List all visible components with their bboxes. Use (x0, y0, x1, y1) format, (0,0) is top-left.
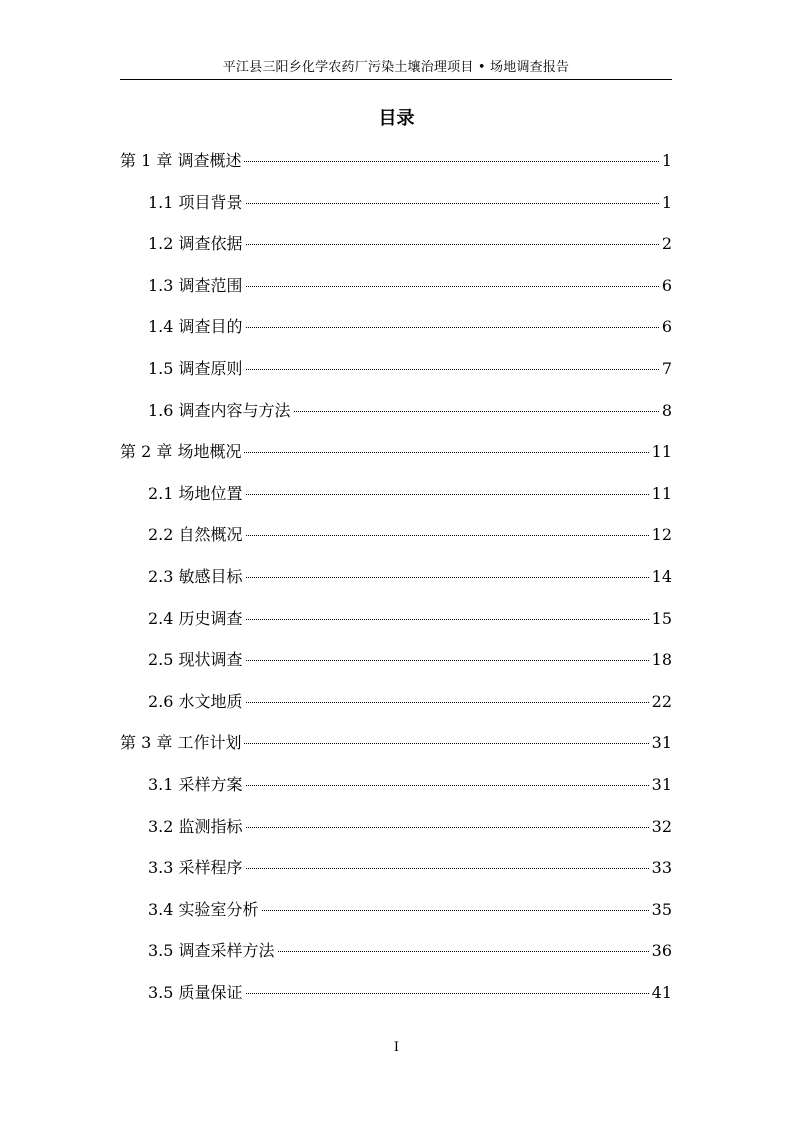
toc-dot-leader (246, 286, 659, 287)
toc-entry-label: 1.2 调查依据 (148, 234, 243, 254)
toc-entry-page: 31 (651, 733, 672, 753)
running-header: 平江县三阳乡化学农药厂污染土壤治理项目 • 场地调查报告 (222, 60, 570, 75)
toc-entry-3-5-quality[interactable] (120, 972, 672, 1014)
toc-entry-1-3[interactable] (120, 265, 672, 307)
toc-dot-leader (246, 577, 649, 578)
toc-entry-1-6[interactable] (120, 390, 672, 432)
toc-dot-leader (246, 369, 659, 370)
toc-entry-page: 35 (651, 899, 672, 919)
toc-entry-label: 3.5 调查采样方法 (148, 941, 275, 961)
toc-dot-leader (246, 827, 649, 828)
toc-entry-label: 3.4 实验室分析 (148, 899, 259, 919)
toc-entry-3-3[interactable] (120, 847, 672, 889)
toc-entry-page: 11 (651, 483, 672, 503)
toc-dot-leader (278, 951, 649, 952)
toc-dot-leader (246, 494, 649, 495)
toc-dot-leader (246, 535, 649, 536)
header-divider (120, 79, 672, 80)
page-number: I (393, 1040, 400, 1055)
toc-entry-page: 15 (651, 608, 672, 628)
toc-entry-1-5[interactable] (120, 348, 672, 390)
toc-entry-label: 1.1 项目背景 (148, 192, 243, 212)
toc-entry-label: 2.6 水文地质 (148, 691, 243, 711)
toc-entry-page: 8 (661, 400, 672, 420)
toc-entry-page: 18 (651, 650, 672, 670)
toc-dot-leader (244, 161, 658, 162)
toc-entry-label: 1.6 调查内容与方法 (148, 400, 291, 420)
toc-dot-leader (246, 702, 649, 703)
toc-dot-leader (246, 660, 649, 661)
toc-dot-leader (294, 411, 659, 412)
toc-entry-page: 11 (651, 442, 672, 462)
toc-entry-page: 22 (651, 691, 672, 711)
toc-dot-leader (246, 868, 649, 869)
toc-dot-leader (244, 452, 648, 453)
toc-entry-2-4[interactable] (120, 598, 672, 640)
toc-entry-page: 12 (651, 525, 672, 545)
toc-entry-1-2[interactable] (120, 223, 672, 265)
toc-entry-page: 14 (651, 566, 672, 586)
toc-entry-1-4[interactable] (120, 306, 672, 348)
toc-entry-label: 2.2 自然概况 (148, 525, 243, 545)
toc-dot-leader (246, 203, 659, 204)
toc-entry-1-1[interactable] (120, 182, 672, 224)
toc-entry-label: 2.5 现状调查 (148, 650, 243, 670)
toc-entry-label: 3.5 质量保证 (148, 982, 243, 1002)
toc-entry-page: 6 (661, 317, 672, 337)
toc-entry-page: 36 (651, 941, 672, 961)
toc-entry-label: 3.1 采样方案 (148, 774, 243, 794)
toc-entry-chapter-1[interactable] (120, 140, 672, 182)
toc-entry-3-2[interactable] (120, 806, 672, 848)
toc-entry-label: 1.5 调查原则 (148, 358, 243, 378)
toc-entry-page: 41 (651, 982, 672, 1002)
toc-entry-page: 1 (661, 192, 672, 212)
toc-entry-label: 2.1 场地位置 (148, 483, 243, 503)
toc-dot-leader (246, 619, 649, 620)
toc-entry-page: 33 (651, 858, 672, 878)
toc-entry-label: 1.3 调查范围 (148, 275, 243, 295)
toc-entry-3-4[interactable] (120, 889, 672, 931)
toc-entry-2-6[interactable] (120, 681, 672, 723)
toc-entry-2-5[interactable] (120, 639, 672, 681)
toc-entry-page: 6 (661, 275, 672, 295)
toc-dot-leader (262, 910, 649, 911)
toc-entry-label: 2.3 敏感目标 (148, 566, 243, 586)
toc-entry-page: 31 (651, 774, 672, 794)
toc-entry-page: 32 (651, 816, 672, 836)
toc-dot-leader (246, 244, 659, 245)
toc-entry-page: 1 (661, 151, 672, 170)
toc-entry-label: 第 1 章 调查概述 (120, 151, 242, 170)
toc-entry-2-2[interactable] (120, 514, 672, 556)
toc-entry-2-1[interactable] (120, 473, 672, 515)
toc-entry-chapter-3[interactable] (120, 722, 672, 764)
toc-entry-label: 1.4 调查目的 (148, 317, 243, 337)
toc-entry-3-5[interactable] (120, 930, 672, 972)
toc-dot-leader (246, 993, 649, 994)
toc-dot-leader (246, 327, 659, 328)
toc-entry-label: 3.2 监测指标 (148, 816, 243, 836)
toc-entry-3-1[interactable] (120, 764, 672, 806)
toc-title: 目录 (378, 108, 415, 129)
table-of-contents (120, 140, 672, 1013)
toc-entry-label: 第 3 章 工作计划 (120, 733, 242, 753)
toc-dot-leader (244, 743, 648, 744)
toc-entry-2-3[interactable] (120, 556, 672, 598)
toc-entry-label: 2.4 历史调查 (148, 608, 243, 628)
toc-entry-label: 第 2 章 场地概况 (120, 442, 242, 462)
toc-entry-chapter-2[interactable] (120, 431, 672, 473)
toc-entry-page: 7 (661, 358, 672, 378)
toc-dot-leader (246, 785, 649, 786)
toc-entry-page: 2 (661, 234, 672, 254)
toc-entry-label: 3.3 采样程序 (148, 858, 243, 878)
